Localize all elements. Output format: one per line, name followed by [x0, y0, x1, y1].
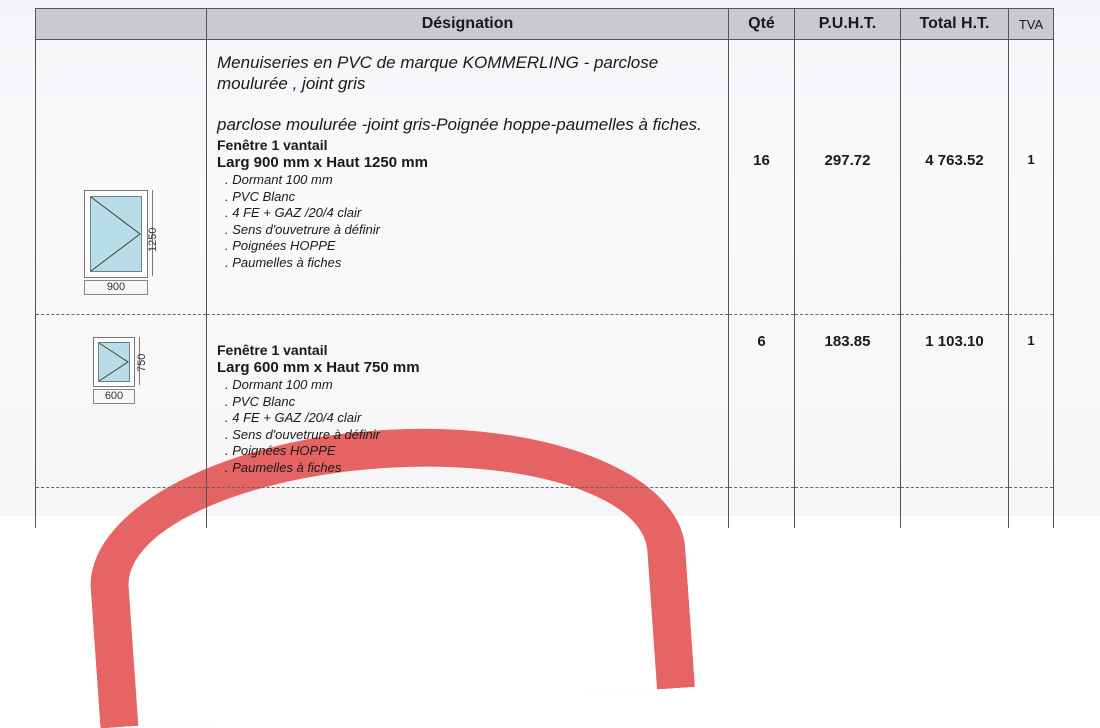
spec-line: . Sens d'ouvetrure à définir: [225, 221, 380, 237]
spec-line: . Dormant 100 mm: [225, 377, 333, 392]
window-opening-lines: [94, 338, 134, 386]
spec-line: . Paumelles à fiches: [225, 459, 342, 475]
spec-line: . Sens d'ouvetrure à définir: [225, 426, 380, 442]
spec-line: . Paumelles à fiches: [225, 254, 342, 270]
unit-price-value: 183.85: [824, 333, 871, 350]
qty-cell: [729, 40, 795, 315]
total-value: 4 763.52: [925, 152, 984, 169]
table-row: [36, 315, 1054, 488]
table-row: [36, 40, 1054, 315]
tva-cell: [1009, 40, 1054, 315]
item-dimensions: Larg 600 mm x Haut 750 mm: [217, 359, 420, 376]
unit-price-cell: [795, 40, 901, 315]
total-cell: [901, 315, 1009, 488]
height-dimension: 1250: [147, 227, 159, 252]
item-title: Fenêtre 1 vantail: [217, 342, 328, 358]
tva-value: 1: [1027, 333, 1035, 348]
header-qty: Qté: [729, 9, 795, 40]
unit-price-value: 297.72: [824, 152, 871, 169]
width-dimension: 900: [84, 280, 148, 295]
header-row: [36, 9, 1054, 40]
window-drawing: [84, 190, 148, 278]
item-dimensions: Larg 900 mm x Haut 1250 mm: [217, 154, 428, 171]
unit-price-cell: [795, 315, 901, 488]
header-tva: TVA: [1009, 9, 1054, 40]
header-unit-price: P.U.H.T.: [795, 9, 901, 40]
spec-line: . 4 FE + GAZ /20/4 clair: [225, 205, 362, 220]
spec-line: . Poignées HOPPE: [225, 443, 336, 458]
header-total: Total H.T.: [901, 9, 1009, 40]
table-row: [36, 488, 1054, 529]
tva-value: 1: [1027, 152, 1035, 167]
height-dimension: 750: [136, 353, 148, 372]
item-title: Fenêtre 1 vantail: [217, 137, 328, 153]
item-intro: Menuiseries en PVC de marque KOMMERLING - parclose moulurée , joint gris: [217, 53, 659, 93]
window-drawing-cell: [36, 40, 207, 315]
width-dimension: 600: [93, 389, 135, 404]
window-drawing-cell: [36, 315, 207, 488]
quote-table: [35, 8, 1054, 528]
qty-cell: [729, 315, 795, 488]
spec-line: . 4 FE + GAZ /20/4 clair: [225, 410, 362, 425]
designation-cell: [207, 315, 729, 488]
qty-value: 16: [753, 152, 770, 169]
total-value: 1 103.10: [925, 333, 984, 350]
window-opening-lines: [85, 191, 147, 277]
window-drawing: [93, 337, 135, 387]
item-intro-details: parclose moulurée -joint gris-Poignée hoppe-paumelles à fiches.: [217, 115, 702, 134]
header-image: [36, 9, 207, 40]
spec-line: . PVC Blanc: [225, 393, 296, 409]
tva-cell: [1009, 315, 1054, 488]
spec-line: . Poignées HOPPE: [225, 238, 336, 253]
qty-value: 6: [757, 333, 766, 350]
spec-line: . Dormant 100 mm: [225, 172, 333, 187]
spec-line: . PVC Blanc: [225, 188, 296, 204]
total-cell: [901, 40, 1009, 315]
header-designation: Désignation: [207, 9, 729, 40]
designation-cell: [207, 40, 729, 315]
